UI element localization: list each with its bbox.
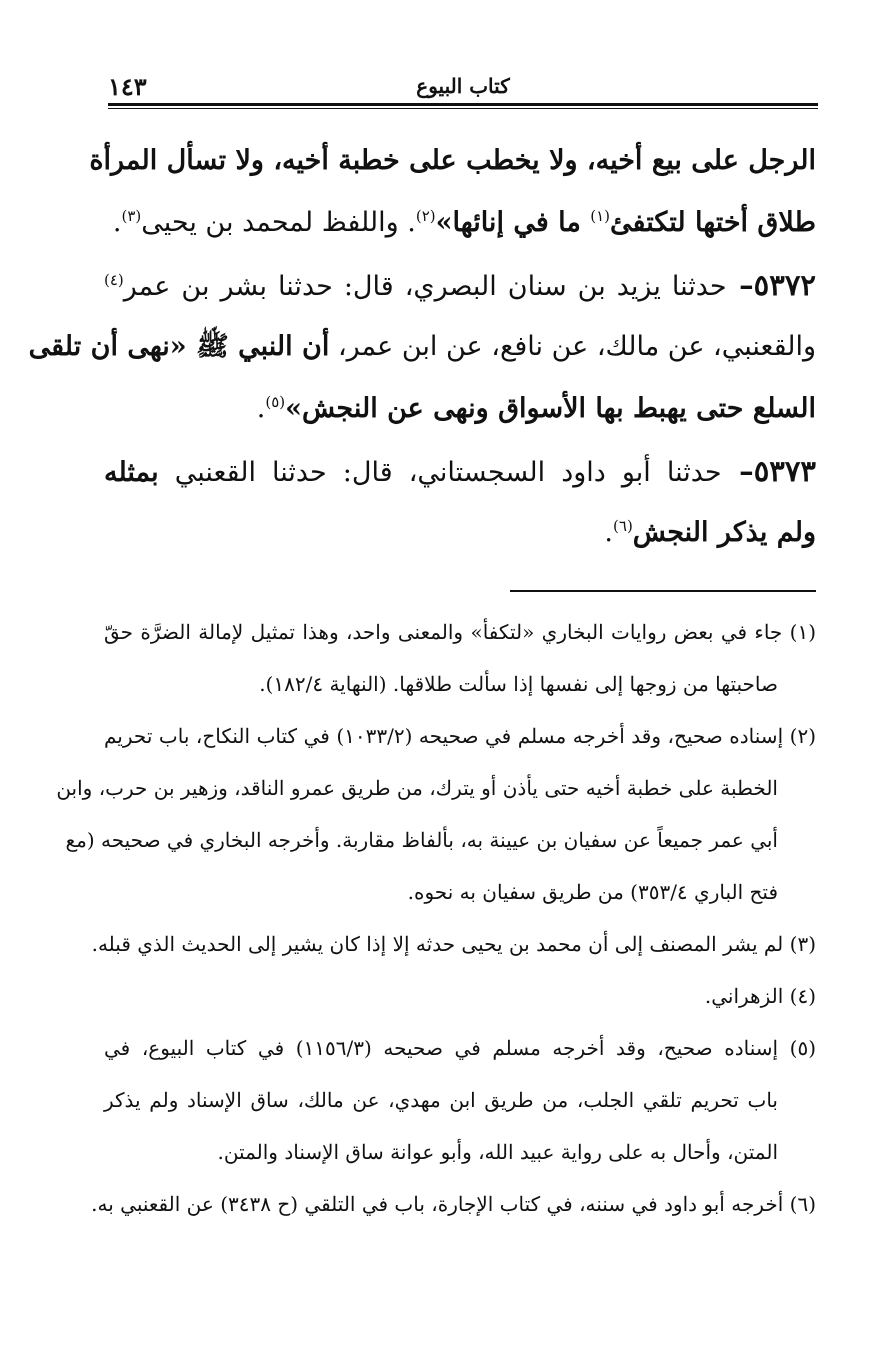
header-rule-thin — [108, 108, 818, 109]
hadith-number: ٥٣٧٢– — [726, 268, 816, 302]
hadith-text: طلاق أختها لتكتفئ — [610, 207, 816, 238]
narration-text: حدثنا أبو داود السجستاني، قال: حدثنا القعنبي — [158, 457, 722, 488]
footnote-line: (٣) لم يشر المصنف إلى أن محمد بن يحيى حدثه إلا إذا كان يشير إلى الحديث الذي قبله. — [91, 932, 816, 956]
footnote-line: فتح الباري ٣٥٣/٤) من طريق سفيان به نحوه. — [407, 880, 778, 904]
narration-text: والقعنبي، عن مالك، عن نافع، عن ابن عمر، — [329, 331, 816, 362]
narration-text: . واللفظ لمحمد بن يحيى — [141, 207, 416, 238]
text-line — [104, 502, 816, 564]
footnote-ref: (١) — [590, 207, 611, 225]
footnote-line: المتن، وأحال به على رواية عبيد الله، وأبو عوانة ساق الإسناد والمتن. — [217, 1140, 778, 1164]
text-line — [104, 254, 816, 316]
footnote-line: أبي عمر جميعاً عن سفيان بن عيينة به، بألفاظ مقاربة. وأخرجه البخاري في صحيحه (مع — [65, 828, 778, 852]
narration-text: حدثنا يزيد بن سنان البصري، قال: حدثنا بشر بن عمر — [123, 271, 727, 302]
hadith-number: ٥٣٧٣– — [721, 454, 816, 488]
text-line: الرجل على بيع أخيه، ولا يخطب على خطبة أخيه، ولا تسأل المرأة — [89, 145, 816, 176]
text-line — [104, 192, 816, 254]
footnote-line: باب تحريم تلقي الجلب، من طريق ابن مهدي، عن مالك، ساق الإسناد ولم يذكر — [104, 1088, 778, 1112]
main-text — [28, 130, 816, 564]
punctuation: . — [604, 517, 614, 548]
footnotes — [56, 606, 816, 1230]
text-line — [28, 316, 816, 378]
footnote-ref: (٦) — [613, 517, 633, 535]
footnote-line: الخطبة على خطبة أخيه حتى يأذن أو يترك، من طريق عمرو الناقد، وزهير بن حرب، وابن — [56, 776, 778, 800]
text-line — [104, 440, 816, 502]
page-number: ١٤٣ — [108, 72, 147, 101]
page-header — [108, 72, 818, 102]
footnote-line: (١) جاء في بعض روايات البخاري «لتكفأ» والمعنى واحد، وهذا تمثيل لإمالة الضرَّة حقّ — [104, 620, 816, 644]
footnote-ref: (٢) — [415, 207, 436, 225]
punctuation: . — [112, 207, 122, 238]
footnote-line: (٢) إسناده صحيح، وقد أخرجه مسلم في صحيحه (١٠٣٣/٢) في كتاب النكاح، باب تحريم — [104, 724, 816, 748]
hadith-text: السلع حتى يهبط بها الأسواق ونهى عن النجش» — [285, 393, 816, 424]
running-title: كتاب البيوع — [416, 74, 510, 98]
footnote-ref: (٣) — [121, 207, 142, 225]
hadith-text: ولم يذكر النجش — [632, 517, 816, 548]
punctuation: . — [256, 393, 266, 424]
text-line — [104, 378, 816, 440]
footnote-ref: (٤) — [104, 271, 124, 289]
hadith-text: بمثله — [104, 457, 159, 488]
footnote-separator — [510, 590, 816, 592]
footnote-line: صاحبتها من زوجها إلى نفسها إذا سألت طلاقها. (النهاية ١٨٢/٤). — [259, 672, 778, 696]
hadith-text: أن النبي ﷺ «نهى أن تلقى — [28, 331, 330, 362]
header-rule-thick — [108, 103, 818, 106]
footnote-line: (٤) الزهراني. — [704, 984, 816, 1008]
footnote-line: (٥) إسناده صحيح، وقد أخرجه مسلم في صحيحه (١١٥٦/٣) في كتاب البيوع، في — [104, 1036, 816, 1060]
footnote-line: (٦) أخرجه أبو داود في سننه، في كتاب الإجارة، باب في التلقي (ح ٣٤٣٨) عن القعنبي به. — [91, 1192, 816, 1216]
footnote-ref: (٥) — [265, 393, 286, 411]
hadith-text: ما في إنائها» — [435, 207, 591, 238]
